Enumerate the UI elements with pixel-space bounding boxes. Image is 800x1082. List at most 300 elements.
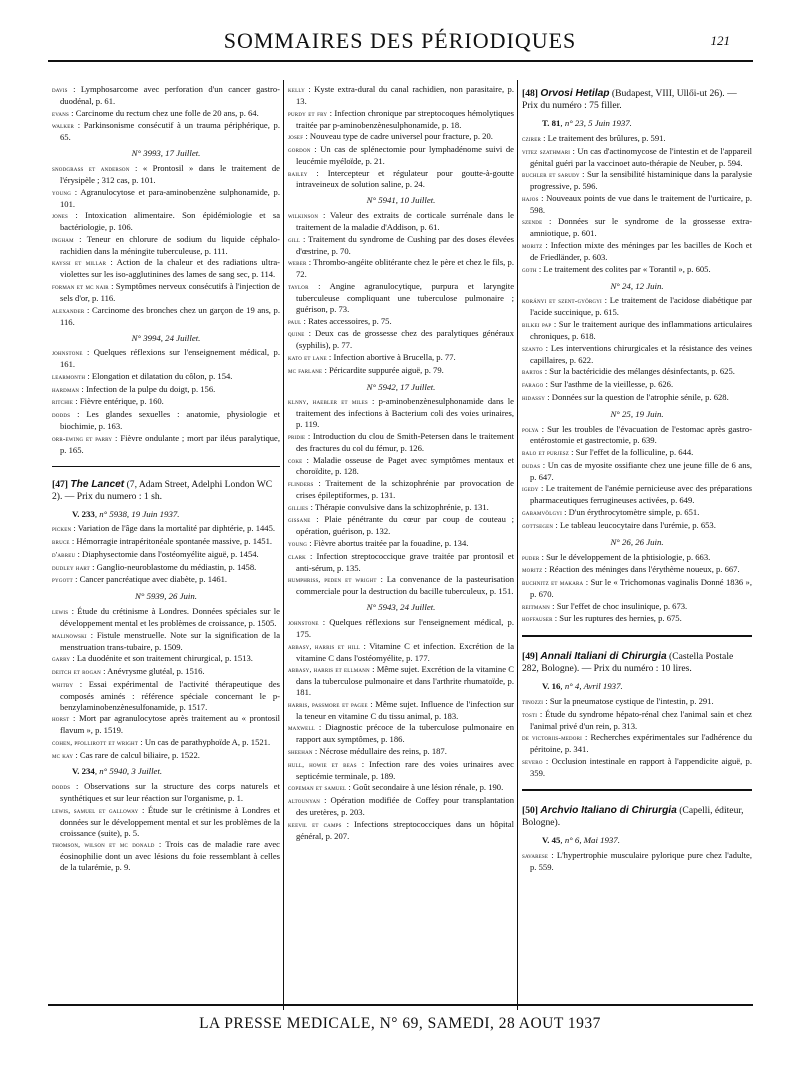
article-author: severo — [522, 757, 543, 767]
article-entry: hardman : Infection de la pulpe du doigt, p. 156. — [52, 383, 216, 394]
article-entry: sheehan : Nécrose médullaire des reins, p. 187. — [288, 746, 447, 757]
article-entry: paul : Rates accessoires, p. 75. — [288, 315, 392, 326]
article-text: Agranulocytose et para-aminobenzène sulphonamide, p. 101. — [60, 186, 280, 209]
volume-number: V. 234 — [72, 766, 95, 777]
article-text: Infection rare des voies urinaires avec septicémie terminale, p. 189. — [296, 758, 514, 781]
article-author: paul — [288, 316, 302, 326]
article-author: hoffauser — [522, 614, 553, 624]
issue-heading: N° 24, 12 Juin. — [610, 280, 664, 291]
article-author: igedy — [522, 484, 539, 494]
issue-heading: N° 3994, 24 Juillet. — [131, 332, 201, 343]
article-entry: kayssi et millar : Action de la chaleur et des radiations ultra-violettes sur les iso-agglutinines des lames de sang sec, p. 114. — [52, 257, 280, 280]
article-author: szende — [522, 217, 543, 227]
article-author: dudley hart — [52, 562, 90, 572]
article-entry: weber : Thrombo-angéite oblitérante chez le père et chez le fils, p. 72. — [288, 257, 514, 280]
article-entry: ritchie : Fièvre entérique, p. 160. — [52, 396, 164, 407]
article-text: Deux cas de grossesse chez des paralytiques généraux (syphilis), p. 77. — [296, 328, 514, 351]
issue-heading: N° 3993, 17 Juillet. — [131, 148, 201, 159]
article-entry: snodgrass et anderson : « Prontosil » dans le traitement de l'érysipèle ; 312 cas, p. 101. — [52, 163, 280, 185]
article-text: Quelques réflexions sur l'enseignement médical, p. 175. — [296, 617, 514, 640]
article-entry: severo : Occlusion intestinale en rapport à l'appendicite aiguë, p. 359. — [522, 756, 752, 778]
article-entry: whitby : Essai expérimental de l'activité thérapeutique des composés aminés : référence spéciale concernant le p-benzylaminobenzènesulfonamide, p. 1517. — [52, 678, 280, 712]
article-author: forman et mc nair — [52, 282, 109, 292]
article-text: Kyste extra-dural du canal rachidien, non parasitaire, p. 13. — [296, 84, 514, 106]
article-author: gillies — [288, 502, 309, 512]
article-text: Action de la chaleur et des radiations ultra-violettes sur les iso-agglutinines des lames de sang sec, p. 114. — [60, 257, 280, 280]
article-author: tinozzi — [522, 697, 544, 707]
article-entry: dudas : Un cas de myosite ossifiante chez une jeune fille de 6 ans, p. 647. — [522, 459, 752, 482]
article-text: Les interventions chirurgicales et la résistance des veines capillaires, p. 622. — [530, 342, 752, 365]
article-entry: bilkei pap : Sur le traitement aurique des inflammations articulaires chroniques, p. 618. — [522, 319, 752, 341]
article-text: La duodénite et son traitement chirurgical, p. 1513. — [76, 653, 253, 664]
article-entry: goth : Le traitement des colites par « Torantil », p. 605. — [522, 263, 711, 274]
article-author: puder — [522, 552, 540, 562]
journal-number: [47] — [52, 478, 68, 490]
article-author: jones — [52, 211, 69, 221]
article-entry: savarese : L'hypertrophie musculaire pylorique pure chez l'adulte, p. 559. — [522, 849, 752, 872]
article-text: Sur l'effet de la folliculine, p. 644. — [575, 447, 694, 458]
journal-name: Annali Italiani di Chirurgia — [540, 651, 667, 663]
journal-details: (7, Adam Street, Adelphi London WC 2). — Prix du numero : 1 sh. — [52, 478, 273, 502]
article-author: kato et lane — [288, 352, 327, 362]
article-author: gissane — [288, 515, 311, 525]
article-entry: puder : Sur le développement de la phtisiologie, p. 663. — [522, 551, 711, 562]
journal-heading — [522, 805, 752, 829]
article-text: p-aminobenzènesulphonamide dans le traitement des infections à Bacterium coli des voies urinaires, p. 119. — [296, 396, 514, 430]
article-entry: bartos : Sur la bactéricidie des mélanges désinfectants, p. 625. — [522, 366, 735, 377]
article-entry: altounyan : Opération modifiée de Coffey pour transplantation des uretères, p. 203. — [288, 795, 514, 817]
article-entry: humphriss, peden et wright : La convenance de la pasteurisation commerciale pour la destruction du bacille tuberculeux, p. 151. — [288, 574, 514, 597]
volume-issue: , n° 23, 5 Juin 1937. — [560, 118, 632, 128]
article-author: quine — [288, 329, 305, 339]
article-text: Teneur en chlorure de sodium du liquide céphalo-rachidien dans la méningite tuberculeuse, p. 111. — [60, 233, 280, 256]
article-text: « Prontosil » dans le traitement de l'érysipèle ; 312 cas, p. 101. — [60, 163, 280, 185]
volume-issue: , n° 4, Avril 1937. — [560, 681, 623, 692]
article-text: D'un érythrocytomètre simple, p. 651. — [568, 507, 700, 518]
article-entry: szanto : Les interventions chirurgicales et la résistance des veines capillaires, p. 622. — [522, 342, 752, 365]
page-title: SOMMAIRES DES PÉRIODIQUES — [223, 28, 577, 53]
article-author: horst — [52, 714, 70, 724]
article-author: sheehan — [288, 747, 313, 757]
article-author: bailey — [288, 168, 308, 178]
issue-heading: N° 5942, 17 Juillet. — [366, 381, 436, 392]
article-author: johnstone — [52, 348, 83, 358]
article-author: thomson, wilson et mc donald — [52, 840, 155, 850]
footer-rule — [48, 1004, 753, 1006]
article-author: coke — [288, 455, 303, 465]
article-author: humphriss, peden et wright — [288, 575, 377, 585]
article-author: harris, passmore et pagee — [288, 699, 368, 709]
article-entry: reitmann : Sur l'effet de choc insulinique, p. 673. — [522, 600, 688, 611]
article-text: Diaphysectomie dans l'ostéomyélite aiguë, p. 1454. — [81, 548, 259, 559]
article-author: mc farlane — [288, 365, 323, 375]
article-entry: davis : Lymphosarcome avec perforation d'un cancer gastro-duodénal, p. 61. — [52, 84, 280, 106]
article-author: gill — [288, 234, 301, 244]
article-author: farago — [522, 380, 544, 389]
article-entry: de victoriis-medori : Recherches expérimentales sur l'adhérence du péritoine, p. 341. — [522, 732, 752, 755]
article-author: dodds — [52, 410, 71, 420]
article-text: Valeur des extraits de corticale surrénale dans le traitement de la maladie d'Addison, p. 61. — [296, 210, 514, 233]
article-author: goth — [522, 264, 537, 274]
article-entry: gabamvölgyi : D'un érythrocytomètre simple, p. 651. — [522, 507, 700, 518]
article-text: Un cas d'actinomycose de l'intestin et de l'appareil génital guéri par la vaccinoet auto-thérapie de Neuber, p. 594. — [530, 145, 752, 168]
article-author: copeman et samuel — [288, 783, 347, 793]
article-author: whitby — [52, 679, 74, 689]
volume-number: V. 16 — [542, 681, 561, 692]
article-entry: klnny, haebler et miles : p-aminobenzènesulphonamide dans le traitement des infections à Bacterium coli des voies urinaires, p. 119. — [288, 396, 514, 430]
article-entry: tosti : Étude du syndrome hépato-rénal chez l'animal sain et chez l'animal privé d'un rein, p. 313. — [522, 708, 752, 731]
article-entry: bailey : Intercepteur et régulateur pour goutte-à-goutte intraveineux de solution saline, p. 24. — [288, 167, 514, 190]
article-author: tosti — [522, 709, 538, 719]
article-text: Sur les ruptures des hernies, p. 675. — [559, 613, 682, 624]
column-divider — [517, 80, 518, 1010]
article-author: josef — [288, 132, 304, 142]
article-entry: pridie : Introduction du clou de Smith-Petersen dans le traitement des fractures du col du fémur, p. 126. — [288, 430, 514, 453]
article-author: savarese — [522, 850, 549, 860]
article-entry: alexander : Carcinome des bronches chez un garçon de 19 ans, p. 116. — [52, 304, 280, 327]
article-author: pygott — [52, 575, 73, 585]
article-text: Sur l'asthme de la vieillesse, p. 626. — [550, 379, 674, 389]
article-author: polya — [522, 424, 539, 434]
article-text: Infection chronique par streptocoques hémolytiques traitée par p-aminobenzènesulphonamide, p. 18. — [296, 107, 514, 130]
article-entry: josef : Nouveau type de cadre universel pour fracture, p. 20. — [288, 131, 493, 142]
article-entry: wilkinson : Valeur des extraits de corticale surrénale dans le traitement de la maladie d'Addison, p. 61. — [288, 210, 514, 233]
volume-heading — [52, 509, 280, 520]
article-text: Infection mixte des méninges par les bacilles de Koch et de Friedländer, p. 603. — [530, 240, 752, 262]
article-text: Même sujet. Influence de l'infection sur la teneur en vitamine C du tissu animal, p. 183. — [296, 698, 514, 721]
issue-heading: N° 5939, 26 Juin. — [135, 591, 197, 602]
article-text: Maladie osseuse de Paget avec symptômes mentaux et choroïdite, p. 128. — [296, 454, 514, 477]
section-divider — [52, 466, 280, 467]
article-author: hull, howie et beas — [288, 759, 357, 769]
article-text: Elongation et dilatation du côlon, p. 154. — [91, 371, 233, 382]
article-entry: kelly : Kyste extra-dural du canal rachidien, non parasitaire, p. 13. — [288, 84, 514, 106]
article-author: deitch et rogan — [52, 667, 101, 676]
footer-line: LA PRESSE MEDICALE, N° 69, SAMEDI, 28 AOUT 1937 — [199, 1015, 601, 1032]
article-text: Symptômes nerveux consécutifs à l'injection de sels d'or, p. 116. — [60, 281, 280, 303]
article-author: buchler et sarudy — [522, 170, 580, 180]
article-author: kayssi et millar — [52, 258, 107, 268]
article-text: Données sur la question de l'atrophie sénile, p. 628. — [551, 391, 729, 402]
article-entry: abbasy, harris et ellmann : Même sujet. Excrétion de la vitamine C dans la tuberculose pulmonaire et dans l'arthrite rhumatoïde, p. 181. — [288, 664, 514, 698]
journal-details: (Castella Postale 282, Bologne). — Prix du numéro : 10 lires. — [522, 651, 734, 675]
article-entry: farago : Sur l'asthme de la vieillesse, p. 626. — [522, 379, 674, 389]
volume-number: T. 81 — [542, 118, 561, 128]
article-entry: czirer : Le traitement des brûlures, p. 591. — [522, 132, 666, 143]
article-author: moritz — [522, 565, 543, 575]
article-entry: coke : Maladie osseuse de Paget avec symptômes mentaux et choroïdite, p. 128. — [288, 454, 514, 477]
article-entry: learmonth : Elongation et dilatation du côlon, p. 154. — [52, 371, 233, 382]
article-entry: deitch et rogan : Anévrysme glutéal, p. 1516. — [52, 666, 205, 676]
volume-heading — [52, 766, 280, 777]
article-entry: mc farlane : Péricardite suppurée aiguë, p. 79. — [288, 364, 444, 375]
section-divider — [522, 789, 752, 791]
column-middle — [288, 84, 514, 1004]
article-entry: moritz : Infection mixte des méninges par les bacilles de Koch et de Friedländer, p. 603. — [522, 240, 752, 262]
page-number: 121 — [710, 33, 730, 48]
article-entry: dudley hart : Ganglio-neuroblastome du médiastin, p. 1458. — [52, 561, 257, 572]
issue-heading: N° 25, 19 Juin. — [610, 408, 664, 419]
article-entry: forman et mc nair : Symptômes nerveux consécutifs à l'injection de sels d'or, p. 116. — [52, 281, 280, 303]
article-entry: lewis : Étude du crétinisme à Londres. Données spéciales sur le développement mental et les problèmes de croissance, p. 1505. — [52, 606, 280, 628]
article-text: Intercepteur et régulateur pour goutte-à-goutte intraveineux de solution saline, p. 24. — [296, 167, 514, 190]
article-entry: johnstone : Quelques réflexions sur l'enseignement médical, p. 175. — [288, 617, 514, 640]
article-text: Fistule menstruelle. Note sur la signification de la menstruation trans-tubaire, p. 1509. — [60, 629, 280, 652]
article-author: taylor — [288, 282, 309, 292]
article-text: Cancer pancréatique avec diabète, p. 1461. — [79, 574, 228, 585]
article-text: Vitamine C et infection. Excrétion de la vitamine C dans l'ostéomyélite, p. 177. — [296, 640, 514, 663]
article-text: Données sur le syndrome de la grossesse extra-amniotique, p. 601. — [530, 216, 752, 239]
article-text: Étude du syndrome hépato-rénal chez l'animal sain et chez l'animal privé d'un rein, p. 313. — [530, 708, 752, 731]
article-author: hidassy — [522, 392, 546, 402]
column-right — [522, 84, 752, 1004]
article-text: Rates accessoires, p. 75. — [308, 315, 392, 326]
article-entry: kato et lane : Infection abortive à Brucella, p. 77. — [288, 351, 456, 362]
article-entry: harris, passmore et pagee : Même sujet. Influence de l'infection sur la teneur en vitamine C du tissu animal, p. 183. — [288, 698, 514, 721]
article-entry: jones : Intoxication alimentaire. Son épidémiologie et sa bactériologie, p. 106. — [52, 210, 280, 233]
article-author: buchnitz et makara — [522, 577, 584, 587]
article-text: L'hypertrophie musculaire pylorique pure chez l'adulte, p. 559. — [530, 849, 752, 872]
article-entry: gill : Traitement du syndrome de Cushing par des doses élevées d'œstrine, p. 70. — [288, 233, 514, 256]
article-entry: polya : Sur les troubles de l'évacuation de l'estomac après gastro-entérostomie et gastrectomie, p. 639. — [522, 423, 752, 446]
article-entry: hidassy : Données sur la question de l'atrophie sénile, p. 628. — [522, 391, 729, 402]
article-author: ritchie — [52, 397, 74, 407]
article-author: dudas — [522, 460, 541, 470]
journal-details: (Capelli, éditeur, Bologne). — [522, 804, 744, 828]
article-author: hajos — [522, 193, 539, 203]
article-author: hardman — [52, 384, 80, 394]
article-author: klnny, haebler et miles — [288, 397, 368, 407]
issue-heading: N° 26, 26 Juin. — [610, 536, 664, 547]
journal-number: [50] — [522, 804, 538, 816]
article-entry: ingham : Teneur en chlorure de sodium du liquide céphalo-rachidien dans la méningite tuberculeuse, p. 111. — [52, 233, 280, 256]
article-author: abbasy, harris et ellmann — [288, 665, 370, 675]
article-text: Thrombo-angéite oblitérante chez le père et chez le fils, p. 72. — [296, 257, 514, 280]
volume-issue: , n° 5940, 3 Juillet. — [94, 766, 163, 777]
article-text: Nécrose médullaire des reins, p. 187. — [319, 746, 447, 757]
article-text: Réaction des méninges dans l'érythème noueux, p. 667. — [549, 564, 740, 575]
article-text: La convenance de la pasteurisation commerciale pour la destruction du bacille tuberculeux, p. 151. — [296, 574, 514, 597]
article-text: Infection de la pulpe du doigt, p. 156. — [85, 383, 216, 394]
journal-heading — [52, 479, 280, 503]
article-entry: cohen, pfollirott et wright : Un cas de parathyphoïde A, p. 1521. — [52, 736, 271, 747]
article-author: wilkinson — [288, 211, 319, 221]
volume-number: V. 233 — [72, 508, 95, 519]
article-entry: johnstone : Quelques réflexions sur l'enseignement médical, p. 161. — [52, 347, 280, 370]
article-text: Opération modifiée de Coffey pour transplantation des uretères, p. 203. — [296, 795, 514, 817]
article-author: mc kay — [52, 750, 74, 760]
article-author: young — [288, 539, 308, 549]
article-author: bartos — [522, 367, 543, 377]
volume-number: V. 45 — [542, 834, 561, 845]
article-text: Le tableau leucocytaire dans l'urémie, p. 653. — [559, 519, 716, 530]
volume-issue: , n° 5938, 19 Juin 1937. — [94, 508, 180, 519]
article-author: orr-ewing et parry — [52, 433, 113, 443]
article-author: johnstone — [288, 618, 319, 628]
article-entry: vitez szathmari : Un cas d'actinomycose de l'intestin et de l'appareil génital guéri par la vaccinoet auto-thérapie de Neuber, p. 594. — [522, 145, 752, 168]
article-author: ingham — [52, 234, 74, 244]
issue-heading: N° 5943, 24 Juillet. — [366, 602, 436, 613]
article-entry: taylor : Angine agranulocytique, purpura et laryngite tuberculeuse compliquant une tuberculose pulmonaire ; guérison, p. 73. — [288, 281, 514, 314]
article-author: dodds — [52, 782, 71, 792]
article-text: Fièvre abortus traitée par la fouadine, p. 134. — [313, 538, 469, 549]
article-text: Carcinome des bronches chez un garçon de 19 ans, p. 116. — [60, 304, 280, 327]
article-entry: szende : Données sur le syndrome de la grossesse extra-amniotique, p. 601. — [522, 216, 752, 239]
article-text: Hémorragie intrapéritonéale spontanée massive, p. 1451. — [76, 536, 273, 547]
article-text: Sur l'effet de choc insulinique, p. 673. — [556, 600, 688, 611]
article-text: Infections streptococciques dans un hôpital général, p. 207. — [296, 818, 514, 841]
article-text: Fièvre entérique, p. 160. — [79, 396, 164, 407]
article-text: Sur la sensibilité histaminique dans la paralysie progressive, p. 596. — [530, 169, 752, 192]
article-text: Goût secondaire à une lésion rénale, p. 190. — [352, 782, 504, 793]
journal-details: (Budapest, VIII, Ullői-ut 26). — Prix du numéro : 75 filler. — [522, 88, 737, 111]
article-text: Infection streptococcique grave traitée par prontosil et anti-sérum, p. 135. — [296, 550, 514, 573]
article-author: malinowski — [52, 630, 87, 640]
article-text: Un cas de parathyphoïde A, p. 1521. — [144, 736, 271, 747]
article-text: Traitement de la schizophrénie par provocation de crises épileptiformes, p. 131. — [296, 478, 514, 501]
article-entry: gissane : Plaie pénétrante du cœur par coup de couteau ; opération, guérison, p. 132. — [288, 514, 514, 537]
article-entry: lewis, samuel et galloway : Étude sur le crétinisme à Londres et données sur le développement mental et sur les problèmes de la croissance (suite), p. 5. — [52, 804, 280, 838]
article-entry: korányi et szent-györgyi : Le traitement de l'acidose diabétique par l'acide succinique, p. 615. — [522, 295, 752, 318]
article-author: davis — [52, 85, 68, 94]
journal-name: Archvio Italiano di Chirurgia — [540, 804, 677, 816]
article-text: Étude du crétinisme à Londres. Données spéciales sur le développement mental et les problèmes de croissance, p. 1505. — [60, 606, 280, 628]
article-entry: walker : Parkinsonisme consécutif à un trauma périphérique, p. 65. — [52, 120, 280, 143]
article-author: lewis, samuel et galloway — [52, 805, 139, 815]
article-text: Les glandes sexuelles : anatomie, physiologie et biochimie, p. 163. — [60, 409, 280, 432]
article-author: d'abreu — [52, 549, 76, 559]
article-entry: clark : Infection streptococcique grave traitée par prontosil et anti-sérum, p. 135. — [288, 550, 514, 573]
article-text: Le traitement de l'acidose diabétique par l'acide succinique, p. 615. — [530, 295, 752, 318]
article-entry: hoffauser : Sur les ruptures des hernies, p. 675. — [522, 613, 682, 624]
article-text: Infection abortive à Brucella, p. 77. — [333, 351, 456, 362]
article-entry: d'abreu : Diaphysectomie dans l'ostéomyélite aiguë, p. 1454. — [52, 548, 259, 559]
article-text: Thérapie convulsive dans la schizophrénie, p. 131. — [314, 501, 489, 512]
article-entry: garry : La duodénite et son traitement chirurgical, p. 1513. — [52, 653, 253, 664]
article-entry: abbasy, harris et hill : Vitamine C et infection. Excrétion de la vitamine C dans l'ostéomyélite, p. 177. — [288, 640, 514, 663]
article-text: Traitement du syndrome de Cushing par des doses élevées d'œstrine, p. 70. — [296, 233, 514, 256]
article-entry: horst : Mort par agranulocytose après traitement au « prontosil flavum », p. 1519. — [52, 713, 280, 736]
article-entry: malinowski : Fistule menstruelle. Note sur la signification de la menstruation trans-tubaire, p. 1509. — [52, 629, 280, 652]
article-author: alexander — [52, 305, 85, 315]
article-author: de victoriis-medori — [522, 733, 582, 743]
journal-number: [48] — [522, 88, 538, 99]
article-author: balo et purjesz — [522, 448, 569, 458]
article-author: kelly — [288, 85, 305, 94]
article-text: Sur le « Trichomonas vaginalis Donné 1836 », p. 670. — [530, 576, 752, 599]
article-entry: copeman et samuel : Goût secondaire à une lésion rénale, p. 190. — [288, 782, 504, 793]
article-author: weber — [288, 258, 307, 268]
article-text: Cas rare de calcul biliaire, p. 1522. — [79, 749, 200, 760]
article-entry: gordon : Un cas de splénectomie pour lymphadénome suivi de leucémie myéloïde, p. 21. — [288, 143, 514, 166]
article-entry: quine : Deux cas de grossesse chez des paralytiques généraux (syphilis), p. 77. — [288, 328, 514, 351]
journal-name: Orvosi Hetilap — [540, 88, 610, 99]
journal-heading — [522, 88, 752, 112]
article-author: gordon — [288, 144, 311, 154]
article-entry: gillies : Thérapie convulsive dans la schizophrénie, p. 131. — [288, 501, 489, 512]
article-author: garry — [52, 654, 71, 664]
article-text: Recherches expérimentales sur l'adhérence du péritoine, p. 341. — [530, 732, 752, 755]
article-text: Parkinsonisme consécutif à un trauma périphérique, p. 65. — [60, 120, 280, 143]
article-entry: hajos : Nouveaux points de vue dans le traitement de l'urticaire, p. 598. — [522, 192, 752, 215]
article-author: pridie — [288, 431, 306, 441]
article-author: reitmann — [522, 601, 550, 611]
article-text: Lymphosarcome avec perforation d'un cancer gastro-duodénal, p. 61. — [60, 84, 280, 106]
article-entry: pygott : Cancer pancréatique avec diabète, p. 1461. — [52, 574, 228, 585]
article-text: Même sujet. Excrétion de la vitamine C dans la tuberculose pulmonaire et dans l'arthrite rhumatoïde, p. 181. — [296, 664, 514, 698]
article-author: korányi et szent-györgyi — [522, 296, 602, 306]
article-text: Sur les troubles de l'évacuation de l'estomac après gastro-entérostomie et gastrectomie, p. 639. — [530, 423, 752, 446]
article-author: young — [52, 187, 72, 197]
article-text: Étude sur le crétinisme à Londres et données sur le développement mental et sur les problèmes de la croissance (suite), p. 5. — [60, 804, 280, 838]
article-author: cohen, pfollirott et wright — [52, 737, 139, 747]
volume-issue: , n° 6, Mai 1937. — [560, 834, 620, 845]
article-text: Occlusion intestinale en rapport à l'appendicite aiguë, p. 359. — [530, 756, 752, 778]
article-text: Nouveaux points de vue dans le traitement de l'urticaire, p. 598. — [530, 192, 752, 215]
article-text: Carcinome du rectum chez une folle de 20 ans, p. 64. — [75, 107, 259, 118]
article-entry: orr-ewing et parry : Fièvre ondulante ; mort par iléus paralytique, p. 165. — [52, 432, 280, 455]
article-text: Sur la bactéricidie des mélanges désinfectants, p. 625. — [549, 366, 735, 377]
article-entry: dodds : Les glandes sexuelles : anatomie, physiologie et biochimie, p. 163. — [52, 409, 280, 432]
article-text: Anévrysme glutéal, p. 1516. — [107, 666, 205, 676]
article-author: gabamvölgyi — [522, 508, 562, 518]
article-text: Sur la pneumatose cystique de l'intestin, p. 291. — [549, 696, 714, 707]
article-author: learmonth — [52, 372, 86, 382]
article-author: picken — [52, 524, 72, 534]
article-text: Angine agranulocytique, purpura et laryngite tuberculeuse compliquant une tuberculose pulmonaire ; guérison, p. 73. — [296, 281, 514, 314]
article-text: Trois cas de maladie rare avec éosinophilie dont un avec lésions du foie ressemblant à celles de la tularémie, p. 9. — [60, 839, 280, 873]
article-text: Observations sur la structure des corps naturels et synthétiques et sur leur réaction sur l'organisme, p. 1. — [60, 781, 280, 804]
journal-name: The Lancet — [70, 478, 125, 490]
article-entry: igedy : Le traitement de l'anémie pernicieuse avec des préparations pharmaceutiques ferrugineuses activées, p. 649. — [522, 483, 752, 506]
article-author: czirer — [522, 133, 541, 143]
article-author: clark — [288, 551, 306, 561]
article-text: Ganglio-neuroblastome du médiastin, p. 1458. — [96, 561, 257, 572]
article-author: keevil et camps — [288, 819, 342, 829]
article-text: Le traitement de l'anémie pernicieuse avec des préparations pharmaceutiques ferrugineuses activées, p. 649. — [530, 483, 752, 506]
article-author: walker — [52, 121, 75, 131]
article-text: Sur le traitement aurique des inflammations articulaires chroniques, p. 618. — [530, 319, 752, 341]
article-entry: picken : Variation de l'âge dans la mortalité par diphtérie, p. 1445. — [52, 523, 276, 534]
article-text: Nouveau type de cadre universel pour fracture, p. 20. — [309, 131, 493, 142]
article-entry: hull, howie et beas : Infection rare des voies urinaires avec septicémie terminale, p. 189. — [288, 758, 514, 781]
section-divider — [522, 635, 752, 637]
article-author: bilkei pap — [522, 320, 552, 330]
volume-heading — [522, 118, 752, 129]
article-entry: balo et purjesz : Sur l'effet de la folliculine, p. 644. — [522, 447, 694, 458]
article-entry: young : Agranulocytose et para-aminobenzène sulphonamide, p. 101. — [52, 186, 280, 209]
article-text: Essai expérimental de l'activité thérapeutique des composés aminés : référence spéciale concernant le p-benzylaminobenzènesulfonamide, p. 1517. — [60, 678, 280, 712]
article-author: lewis — [52, 607, 69, 617]
article-text: Un cas de myosite ossifiante chez une jeune fille de 6 ans, p. 647. — [530, 459, 752, 482]
article-author: moritz — [522, 241, 543, 251]
article-entry: keevil et camps : Infections streptococciques dans un hôpital général, p. 207. — [288, 818, 514, 841]
article-entry: buchnitz et makara : Sur le « Trichomonas vaginalis Donné 1836 », p. 670. — [522, 576, 752, 599]
article-text: Le traitement des colites par « Torantil », p. 605. — [543, 263, 711, 274]
article-text: Variation de l'âge dans la mortalité par diphtérie, p. 1445. — [77, 523, 276, 534]
article-text: Quelques réflexions sur l'enseignement médical, p. 161. — [60, 347, 280, 370]
journal-number: [49] — [522, 651, 538, 663]
article-author: szanto — [522, 343, 543, 353]
article-entry: bruce : Hémorragie intrapéritonéale spontanée massive, p. 1451. — [52, 536, 273, 547]
article-entry: dodds : Observations sur la structure des corps naturels et synthétiques et sur leur réaction sur l'organisme, p. 1. — [52, 781, 280, 804]
article-entry: moritz : Réaction des méninges dans l'érythème noueux, p. 667. — [522, 564, 740, 575]
article-text: Sur le développement de la phtisiologie, p. 663. — [546, 551, 711, 562]
article-author: vitez szathmari — [522, 146, 571, 156]
column-left — [52, 84, 280, 1004]
journal-heading — [522, 651, 752, 675]
article-author: bruce — [52, 537, 70, 547]
